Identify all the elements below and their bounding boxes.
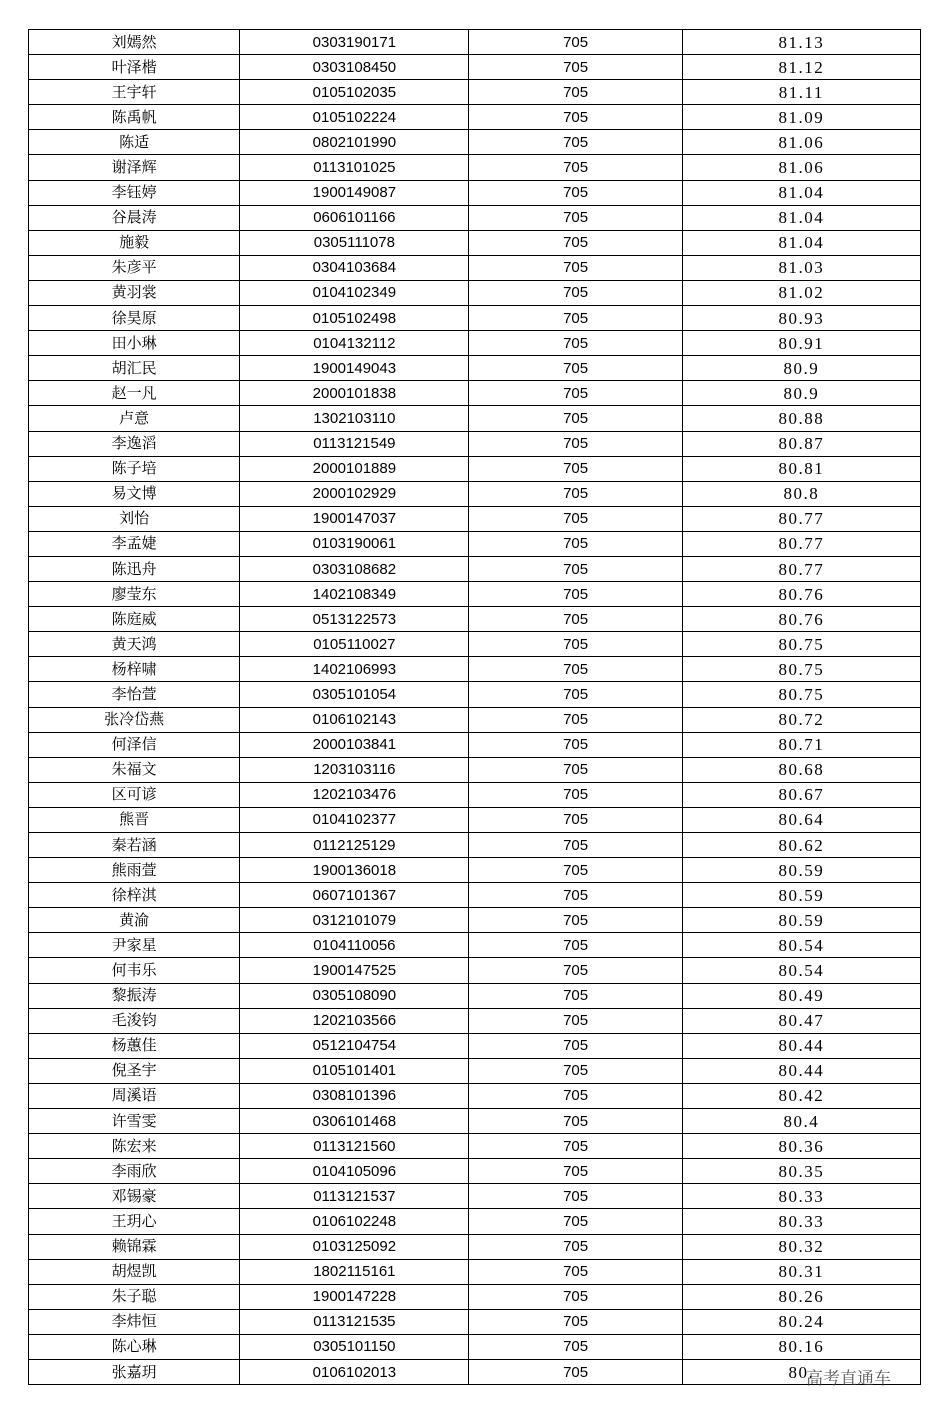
exam-id-cell: 0106102013 [240, 1359, 469, 1384]
category-code-cell: 705 [469, 657, 682, 682]
category-code-cell: 705 [469, 356, 682, 381]
student-name-cell: 李雨欣 [29, 1159, 240, 1184]
table-row [29, 506, 921, 531]
exam-id-cell: 0305101150 [240, 1334, 469, 1359]
exam-id-cell: 0606101166 [240, 205, 469, 230]
exam-id-cell: 1202103476 [240, 782, 469, 807]
student-name-cell: 李钰婷 [29, 180, 240, 205]
student-name-cell: 熊晋 [29, 807, 240, 832]
student-name-cell: 赖锦霖 [29, 1234, 240, 1259]
table-row [29, 1209, 921, 1234]
exam-id-cell: 1900149087 [240, 180, 469, 205]
category-code-cell: 705 [469, 632, 682, 657]
category-code-cell: 705 [469, 55, 682, 80]
table-row [29, 983, 921, 1008]
exam-id-cell: 0312101079 [240, 908, 469, 933]
category-code-cell: 705 [469, 1334, 682, 1359]
student-name-cell: 李炜恒 [29, 1309, 240, 1334]
table-row [29, 155, 921, 180]
score-cell: 80.77 [682, 531, 920, 556]
exam-id-cell: 2000101889 [240, 456, 469, 481]
table-row [29, 858, 921, 883]
table-row [29, 130, 921, 155]
category-code-cell: 705 [469, 833, 682, 858]
score-cell: 80.75 [682, 682, 920, 707]
category-code-cell: 705 [469, 757, 682, 782]
category-code-cell: 705 [469, 883, 682, 908]
score-cell: 80.9 [682, 356, 920, 381]
table-row [29, 908, 921, 933]
category-code-cell: 705 [469, 933, 682, 958]
student-name-cell: 王宇轩 [29, 80, 240, 105]
student-name-cell: 毛浚钧 [29, 1008, 240, 1033]
score-table-body [29, 30, 921, 1385]
table-row [29, 707, 921, 732]
category-code-cell: 705 [469, 255, 682, 280]
student-name-cell: 何韦乐 [29, 958, 240, 983]
table-row [29, 306, 921, 331]
exam-id-cell: 0104110056 [240, 933, 469, 958]
score-cell: 80.75 [682, 657, 920, 682]
score-cell: 80.64 [682, 807, 920, 832]
table-row [29, 556, 921, 581]
table-row [29, 682, 921, 707]
exam-id-cell: 1900147037 [240, 506, 469, 531]
table-row [29, 481, 921, 506]
student-name-cell: 黄羽裳 [29, 280, 240, 305]
score-cell: 80.76 [682, 582, 920, 607]
category-code-cell: 705 [469, 531, 682, 556]
table-row [29, 632, 921, 657]
exam-id-cell: 0104102349 [240, 280, 469, 305]
exam-id-cell: 2000103841 [240, 732, 469, 757]
student-name-cell: 陈迅舟 [29, 556, 240, 581]
table-row [29, 1284, 921, 1309]
category-code-cell: 705 [469, 105, 682, 130]
category-code-cell: 705 [469, 30, 682, 55]
category-code-cell: 705 [469, 456, 682, 481]
score-cell: 80.8 [682, 481, 920, 506]
category-code-cell: 705 [469, 406, 682, 431]
exam-id-cell: 0305101054 [240, 682, 469, 707]
category-code-cell: 705 [469, 958, 682, 983]
student-name-cell: 李逸滔 [29, 431, 240, 456]
table-row [29, 958, 921, 983]
student-name-cell: 倪圣宇 [29, 1058, 240, 1083]
exam-id-cell: 0106102143 [240, 707, 469, 732]
score-cell: 80.31 [682, 1259, 920, 1284]
category-code-cell: 705 [469, 582, 682, 607]
category-code-cell: 705 [469, 556, 682, 581]
score-cell: 80.44 [682, 1058, 920, 1083]
student-name-cell: 黄天鸿 [29, 632, 240, 657]
score-cell: 81.02 [682, 280, 920, 305]
student-name-cell: 陈宏来 [29, 1134, 240, 1159]
score-cell: 80.33 [682, 1209, 920, 1234]
score-cell: 80.77 [682, 506, 920, 531]
student-name-cell: 许雪雯 [29, 1109, 240, 1134]
table-row [29, 1033, 921, 1058]
table-row [29, 1359, 921, 1384]
exam-id-cell: 0305108090 [240, 983, 469, 1008]
table-row [29, 833, 921, 858]
exam-id-cell: 0113121560 [240, 1134, 469, 1159]
table-row [29, 1008, 921, 1033]
category-code-cell: 705 [469, 732, 682, 757]
score-cell: 80.9 [682, 381, 920, 406]
table-row [29, 1134, 921, 1159]
table-row [29, 105, 921, 130]
category-code-cell: 705 [469, 155, 682, 180]
exam-id-cell: 0802101990 [240, 130, 469, 155]
score-cell: 80.44 [682, 1033, 920, 1058]
exam-id-cell: 0105102035 [240, 80, 469, 105]
category-code-cell: 705 [469, 1284, 682, 1309]
student-name-cell: 廖莹东 [29, 582, 240, 607]
score-cell: 80.62 [682, 833, 920, 858]
exam-id-cell: 1900149043 [240, 356, 469, 381]
student-name-cell: 李怡萱 [29, 682, 240, 707]
exam-id-cell: 2000101838 [240, 381, 469, 406]
exam-id-cell: 1900147525 [240, 958, 469, 983]
category-code-cell: 705 [469, 1159, 682, 1184]
category-code-cell: 705 [469, 858, 682, 883]
category-code-cell: 705 [469, 306, 682, 331]
score-cell: 80.54 [682, 958, 920, 983]
student-name-cell: 谢泽辉 [29, 155, 240, 180]
exam-id-cell: 0513122573 [240, 607, 469, 632]
exam-id-cell: 1900147228 [240, 1284, 469, 1309]
student-name-cell: 李孟婕 [29, 531, 240, 556]
exam-id-cell: 0103125092 [240, 1234, 469, 1259]
score-cell: 80.88 [682, 406, 920, 431]
student-name-cell: 朱彦平 [29, 255, 240, 280]
score-cell: 81.04 [682, 180, 920, 205]
score-cell: 80.35 [682, 1159, 920, 1184]
table-row [29, 582, 921, 607]
category-code-cell: 705 [469, 205, 682, 230]
exam-id-cell: 2000102929 [240, 481, 469, 506]
score-cell: 80.76 [682, 607, 920, 632]
category-code-cell: 705 [469, 80, 682, 105]
table-row [29, 255, 921, 280]
table-row [29, 205, 921, 230]
table-row [29, 331, 921, 356]
score-cell: 81.13 [682, 30, 920, 55]
table-row [29, 1309, 921, 1334]
student-name-cell: 陈子培 [29, 456, 240, 481]
exam-id-cell: 0104132112 [240, 331, 469, 356]
category-code-cell: 705 [469, 707, 682, 732]
exam-id-cell: 1203103116 [240, 757, 469, 782]
table-row [29, 883, 921, 908]
student-name-cell: 赵一凡 [29, 381, 240, 406]
table-row [29, 657, 921, 682]
score-cell: 81.04 [682, 205, 920, 230]
student-name-cell: 王玥心 [29, 1209, 240, 1234]
score-cell: 80.49 [682, 983, 920, 1008]
student-name-cell: 熊雨萱 [29, 858, 240, 883]
student-name-cell: 陈禹帆 [29, 105, 240, 130]
table-row [29, 1334, 921, 1359]
category-code-cell: 705 [469, 381, 682, 406]
exam-id-cell: 0303190171 [240, 30, 469, 55]
category-code-cell: 705 [469, 331, 682, 356]
category-code-cell: 705 [469, 908, 682, 933]
score-cell: 80.32 [682, 1234, 920, 1259]
score-cell: 81.12 [682, 55, 920, 80]
student-name-cell: 易文博 [29, 481, 240, 506]
score-cell: 80.33 [682, 1184, 920, 1209]
table-row [29, 732, 921, 757]
table-row [29, 1234, 921, 1259]
score-cell: 80.4 [682, 1109, 920, 1134]
exam-id-cell: 0105101401 [240, 1058, 469, 1083]
category-code-cell: 705 [469, 230, 682, 255]
exam-id-cell: 0303108450 [240, 55, 469, 80]
exam-id-cell: 0103190061 [240, 531, 469, 556]
table-row [29, 456, 921, 481]
score-cell: 80.93 [682, 306, 920, 331]
student-name-cell: 徐昊原 [29, 306, 240, 331]
exam-id-cell: 0306101468 [240, 1109, 469, 1134]
score-table [28, 29, 921, 1385]
table-row [29, 1083, 921, 1108]
exam-id-cell: 0105102224 [240, 105, 469, 130]
score-cell: 80.26 [682, 1284, 920, 1309]
student-name-cell: 谷晨涛 [29, 205, 240, 230]
score-cell: 80.36 [682, 1134, 920, 1159]
exam-id-cell: 0113121535 [240, 1309, 469, 1334]
score-cell: 80.16 [682, 1334, 920, 1359]
category-code-cell: 705 [469, 1109, 682, 1134]
exam-id-cell: 0113121537 [240, 1184, 469, 1209]
student-name-cell: 卢意 [29, 406, 240, 431]
table-row [29, 30, 921, 55]
table-row [29, 1184, 921, 1209]
exam-id-cell: 0303108682 [240, 556, 469, 581]
score-cell: 80.72 [682, 707, 920, 732]
exam-id-cell: 0607101367 [240, 883, 469, 908]
category-code-cell: 705 [469, 807, 682, 832]
score-cell: 80.91 [682, 331, 920, 356]
table-row [29, 531, 921, 556]
student-name-cell: 何泽信 [29, 732, 240, 757]
student-name-cell: 田小琳 [29, 331, 240, 356]
student-name-cell: 胡煜凯 [29, 1259, 240, 1284]
exam-id-cell: 0106102248 [240, 1209, 469, 1234]
table-row [29, 431, 921, 456]
category-code-cell: 705 [469, 1033, 682, 1058]
category-code-cell: 705 [469, 607, 682, 632]
category-code-cell: 705 [469, 1184, 682, 1209]
student-name-cell: 张冷岱燕 [29, 707, 240, 732]
exam-id-cell: 1802115161 [240, 1259, 469, 1284]
score-cell: 80.67 [682, 782, 920, 807]
table-row [29, 230, 921, 255]
exam-id-cell: 0104102377 [240, 807, 469, 832]
exam-id-cell: 1202103566 [240, 1008, 469, 1033]
student-name-cell: 黄渝 [29, 908, 240, 933]
score-cell: 81.11 [682, 80, 920, 105]
category-code-cell: 705 [469, 1008, 682, 1033]
student-name-cell: 陈庭威 [29, 607, 240, 632]
student-name-cell: 张嘉玥 [29, 1359, 240, 1384]
student-name-cell: 朱福文 [29, 757, 240, 782]
score-cell: 80.77 [682, 556, 920, 581]
table-row [29, 80, 921, 105]
category-code-cell: 705 [469, 180, 682, 205]
student-name-cell: 邓锡豪 [29, 1184, 240, 1209]
score-cell: 80. [682, 1359, 920, 1384]
score-cell: 80.68 [682, 757, 920, 782]
student-name-cell: 区可谚 [29, 782, 240, 807]
table-row [29, 607, 921, 632]
student-name-cell: 徐梓淇 [29, 883, 240, 908]
category-code-cell: 705 [469, 1058, 682, 1083]
exam-id-cell: 0112125129 [240, 833, 469, 858]
category-code-cell: 705 [469, 1083, 682, 1108]
category-code-cell: 705 [469, 1309, 682, 1334]
category-code-cell: 705 [469, 481, 682, 506]
score-cell: 80.42 [682, 1083, 920, 1108]
category-code-cell: 705 [469, 431, 682, 456]
score-cell: 80.81 [682, 456, 920, 481]
category-code-cell: 705 [469, 1209, 682, 1234]
student-name-cell: 陈心琳 [29, 1334, 240, 1359]
student-name-cell: 尹家星 [29, 933, 240, 958]
exam-id-cell: 0305111078 [240, 230, 469, 255]
exam-id-cell: 0113101025 [240, 155, 469, 180]
exam-id-cell: 0113121549 [240, 431, 469, 456]
score-cell: 80.71 [682, 732, 920, 757]
exam-id-cell: 1402108349 [240, 582, 469, 607]
score-cell: 80.24 [682, 1309, 920, 1334]
student-name-cell: 杨蕙佳 [29, 1033, 240, 1058]
table-row [29, 1159, 921, 1184]
category-code-cell: 705 [469, 1134, 682, 1159]
table-row [29, 55, 921, 80]
score-cell: 81.09 [682, 105, 920, 130]
score-cell: 80.59 [682, 883, 920, 908]
category-code-cell: 705 [469, 280, 682, 305]
category-code-cell: 705 [469, 506, 682, 531]
table-row [29, 1109, 921, 1134]
exam-id-cell: 0304103684 [240, 255, 469, 280]
exam-id-cell: 0104105096 [240, 1159, 469, 1184]
category-code-cell: 705 [469, 1234, 682, 1259]
table-row [29, 1259, 921, 1284]
category-code-cell: 705 [469, 983, 682, 1008]
exam-id-cell: 0105110027 [240, 632, 469, 657]
student-name-cell: 刘怡 [29, 506, 240, 531]
student-name-cell: 陈适 [29, 130, 240, 155]
score-cell: 81.06 [682, 155, 920, 180]
exam-id-cell: 0105102498 [240, 306, 469, 331]
exam-id-cell: 1302103110 [240, 406, 469, 431]
student-name-cell: 施毅 [29, 230, 240, 255]
exam-id-cell: 0512104754 [240, 1033, 469, 1058]
table-row [29, 782, 921, 807]
table-row [29, 1058, 921, 1083]
score-cell: 80.59 [682, 908, 920, 933]
table-row [29, 807, 921, 832]
exam-id-cell: 0308101396 [240, 1083, 469, 1108]
table-row [29, 180, 921, 205]
score-cell: 80.87 [682, 431, 920, 456]
score-cell: 81.03 [682, 255, 920, 280]
student-name-cell: 朱子聪 [29, 1284, 240, 1309]
exam-id-cell: 1900136018 [240, 858, 469, 883]
table-row [29, 381, 921, 406]
score-cell: 80.54 [682, 933, 920, 958]
category-code-cell: 705 [469, 682, 682, 707]
table-row [29, 933, 921, 958]
student-name-cell: 胡汇民 [29, 356, 240, 381]
student-name-cell: 杨梓啸 [29, 657, 240, 682]
watermark-text: 高考直通车 [806, 1369, 891, 1389]
student-name-cell: 刘嫣然 [29, 30, 240, 55]
score-cell: 80.75 [682, 632, 920, 657]
table-row [29, 280, 921, 305]
student-name-cell: 叶泽楷 [29, 55, 240, 80]
category-code-cell: 705 [469, 782, 682, 807]
table-row [29, 356, 921, 381]
student-name-cell: 黎振涛 [29, 983, 240, 1008]
category-code-cell: 705 [469, 1359, 682, 1384]
table-row [29, 406, 921, 431]
exam-id-cell: 1402106993 [240, 657, 469, 682]
category-code-cell: 705 [469, 130, 682, 155]
score-cell: 80.59 [682, 858, 920, 883]
score-cell: 81.06 [682, 130, 920, 155]
score-cell: 80.47 [682, 1008, 920, 1033]
student-name-cell: 秦若涵 [29, 833, 240, 858]
score-cell: 81.04 [682, 230, 920, 255]
category-code-cell: 705 [469, 1259, 682, 1284]
table-row [29, 757, 921, 782]
student-name-cell: 周溪语 [29, 1083, 240, 1108]
